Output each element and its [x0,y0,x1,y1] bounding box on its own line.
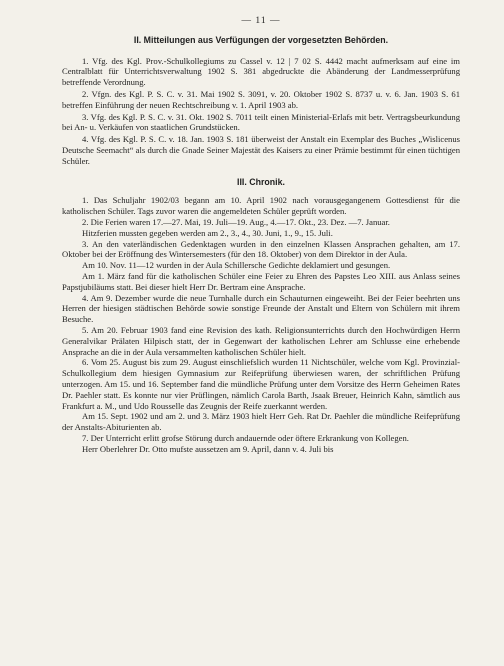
paragraph: 5. Am 20. Februar 1903 fand eine Revision des kath. Religionsunterrichts durch den Hochwürdigen Herrn Generalvikar Prälaten Hilpisch statt, der in Gegenwart der katholischen Lehrer am Schlusse eine erhebende Ansprache an die in der Aula versammelten katholischen Schüler hielt. [62,324,460,357]
section-heading-mitteilungen: II. Mitteilungen aus Verfügungen der vorgesetzten Behörden. [133,34,389,45]
paragraph: 1. Vfg. des Kgl. Prov.-Schulkollegiums zu Cassel v. 12 | 7 02 S. 4442 macht aufmerksam auf eine im Centralblatt für Unterrichtsverwaltung 1902 S. 381 abgedruckte die Abänderung der Landmesserprüfung betreffende Verordnung. [62,55,460,88]
section-heading-chronik: III. Chronik. [237,176,285,187]
paragraph: 4. Am 9. Dezember wurde die neue Turnhalle durch ein Schauturnen eingeweiht. Bei der Feier beehrten uns Herren der hiesigen städtischen Behörde sowie sonstige Freunde der Anstalt und Eltern von Schülern mit ihrem Besuche. [62,292,460,325]
paragraph: Herr Oberlehrer Dr. Otto mufste aussetzen am 9. April, dann v. 4. Juli bis [82,443,334,454]
paragraph: 7. Der Unterricht erlitt grofse Störung durch andauernde oder öftere Erkrankung von Kollegen. [82,432,409,443]
paragraph: 2. Vfgn. des Kgl. P. S. C. v. 31. Mai 1902 S. 3091, v. 20. Oktober 1902 S. 8737 u. v. 6. Jan. 1903 S. 61 betreffen Einführung der neuen Rechtschreibung v. 1. April 1903 ab. [62,88,460,110]
page-number: — 11 — [241,16,281,26]
paragraph: 6. Vom 25. August bis zum 29. August einschliefslich wurden 11 Nichtschüler, welche vom Kgl. Provinzial-Schulkollegium dem hiesigen Gymnasium zur Reifeprüfung überwiesen waren, der schriftlichen Prüfung unterzogen. Am 15. und 16. September fand die mündliche Prüfung unter dem Vorsitze des Herrn Geheimen Rates Dr. Paehler statt. Es konnte nur vier Prüflingen, nämlich Carola Barth, Jsaak Breuer, Heinrich Kahn, sämtlich aus Frankfurt a. M., und Udo Rousselle das Zeugnis der Reife zuerkannt werden. [62,357,460,411]
paragraph: Am 10. Nov. 11—12 wurden in der Aula Schillersche Gedichte deklamiert und gesungen. [82,260,391,271]
paragraph: 3. Vfg. des Kgl. P. S. C. v. 31. Okt. 1902 S. 7011 teilt einen Ministerial-Erlafs mit betr. Vertragsbeurkundung bei An- u. Verkäufen von staatlichen Grundstücken. [62,111,460,133]
paragraph: Am 1. März fand für die katholischen Schüler eine Feier zu Ehren des Papstes Leo XIII. aus Anlass seines Papstjubiläums statt. Bei dieser hielt Herr Dr. Bertram eine Ansprache. [62,270,460,292]
paragraph: 1. Das Schuljahr 1902/03 begann am 10. April 1902 nach vorausgegangenem Gottesdienst für die katholischen Schüler. Tags zuvor waren die angemeldeten Schüler geprüft worden. [62,195,460,217]
paragraph: Hitzferien mussten gegeben werden am 2., 3., 4., 30. Juni, 1., 9., 15. Juli. [82,227,333,238]
paragraph: 3. An den vaterländischen Gedenktagen wurden in den einzelnen Klassen Ansprachen gehalten, am 17. Oktober bei der Eröffnung des Wintersemesters (für den 18. Oktober) von dem Direktor in der Aula. [62,238,460,260]
paragraph: 4. Vfg. des Kgl. P. S. C. v. 18. Jan. 1903 S. 181 überweist der Anstalt ein Exemplar des Buches „Wislicenus Deutsche Seemacht“ als durch die Gnade Seiner Majestät des Kaisers zu einer Prämie bestimmt für einen tüchtigen Schüler. [62,134,460,166]
paragraph: 2. Die Ferien waren 17.—27. Mai, 19. Juli—19. Aug., 4.—17. Okt., 23. Dez. —7. Januar. [82,216,390,227]
paragraph: Am 15. Sept. 1902 und am 2. und 3. März 1903 hielt Herr Geh. Rat Dr. Paehler die mündliche Reifeprüfung der Anstalts-Abiturienten ab. [62,411,460,433]
